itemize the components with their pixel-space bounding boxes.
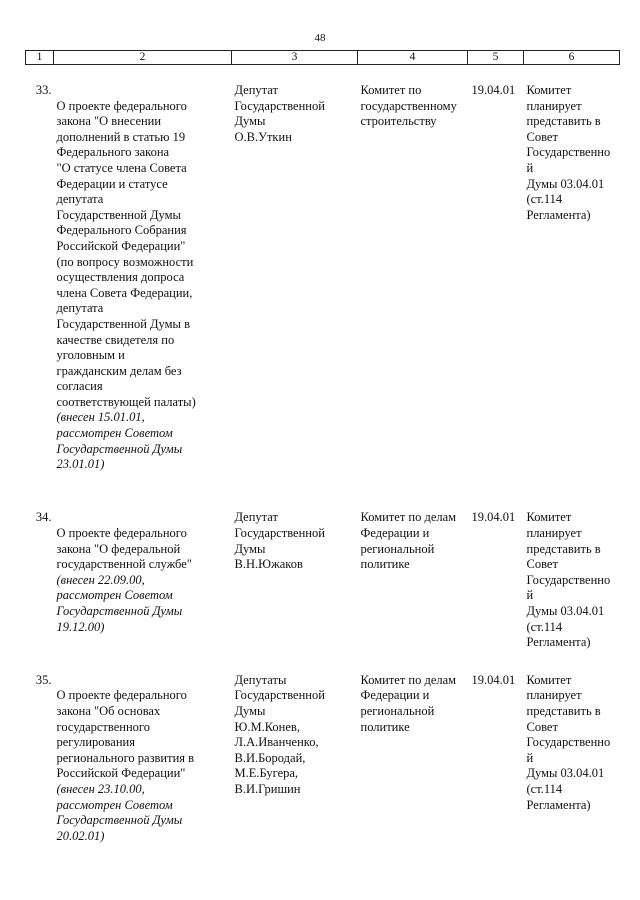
bill-submission-note: (внесен 22.09.00, рассмотрен Советом Государственной Думы 19.12.00) [56, 572, 183, 634]
bill-author: Депутат Государственной Думы В.Н.Южаков [234, 510, 325, 572]
column-number-2: 2 [54, 51, 232, 65]
bill-submission-note: (внесен 23.10.00, рассмотрен Советом Государственной Думы 20.02.01) [56, 781, 183, 843]
item-number: 34. [35, 510, 52, 525]
committee-plan: Комитет планирует представить в Совет Государственной Думы 03.04.01 (ст.114 Регламента) [526, 83, 611, 222]
bill-title-cell [54, 651, 232, 860]
table-row [26, 651, 620, 860]
table-row [26, 65, 620, 489]
responsible-committee: Комитет по государственному строительству [360, 83, 457, 129]
bill-title: О проекте федерального закона "О федеральной государственной службе" [56, 526, 192, 572]
item-number: 33. [35, 83, 52, 97]
bill-title: О проекте федерального закона "О внесении дополнений в статью 19 Федерального закона "О статусе члена Совета Федерации и статусе депутата Государственной Думы Федерального Собрания Российской Федерации" (по вопросу возможности осуществления допроса члена Совета Федерации, депутата Государственной Думы в качестве свидетеля по уголовным и гражданским делам без согласия соответствующей палаты) [56, 98, 196, 409]
committee-plan: Комитет планирует представить в Совет Государственной Думы 03.04.01 (ст.114 Регламента) [526, 672, 611, 812]
column-number-6: 6 [524, 51, 620, 65]
review-date: 19.04.01 [471, 672, 516, 687]
bill-title-cell [54, 65, 232, 489]
bill-author: Депутат Государственной Думы О.В.Уткин [234, 83, 325, 144]
column-number-4: 4 [358, 51, 468, 65]
responsible-committee: Комитет по делам Федерации и региональной политике [360, 672, 457, 734]
review-date: 19.04.01 [471, 510, 516, 525]
column-number-3: 3 [232, 51, 358, 65]
header-row [26, 51, 620, 65]
responsible-committee: Комитет по делам Федерации и региональной политике [360, 510, 457, 572]
column-number-5: 5 [468, 51, 524, 65]
review-date: 19.04.01 [471, 83, 516, 97]
committee-plan: Комитет планирует представить в Совет Государственной Думы 03.04.01 (ст.114 Регламента) [526, 510, 611, 650]
item-number: 35. [35, 672, 52, 687]
column-number-1: 1 [26, 51, 54, 65]
bill-author: Депутаты Государственной Думы Ю.М.Конев, Л.А.Иванченко, В.И.Бородай, М.Е.Бугера, В.И.Гришин [234, 672, 325, 796]
bill-title: О проекте федерального закона "Об основах государственного регулирования регионального развития в Российской Федерации" [56, 688, 195, 781]
page-number: 48 [314, 32, 326, 44]
agenda-table [25, 50, 620, 860]
bill-title-cell [54, 488, 232, 650]
bill-submission-note: (внесен 15.01.01, рассмотрен Советом Государственной Думы 23.01.01) [56, 410, 183, 472]
column-number-header [26, 51, 620, 65]
table-row [26, 488, 620, 650]
